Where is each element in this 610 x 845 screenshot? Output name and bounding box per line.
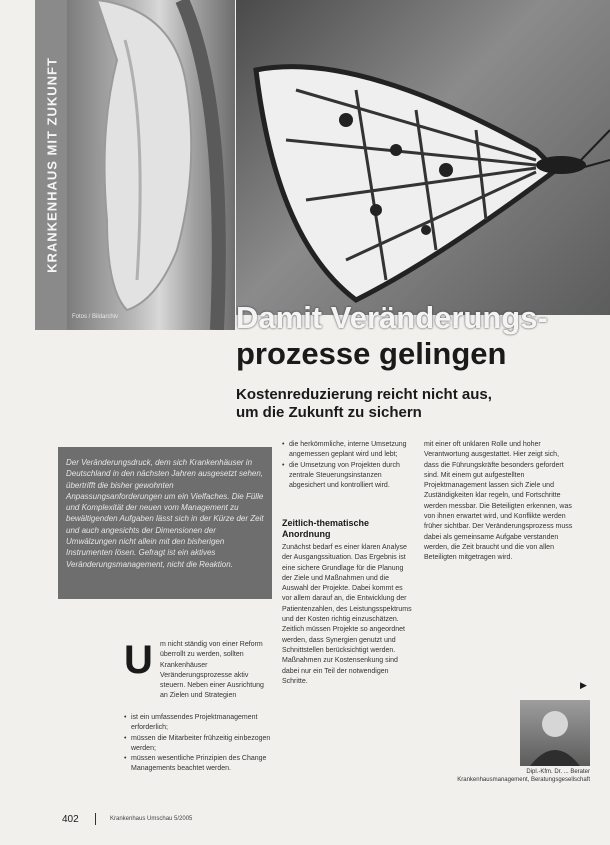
column-2-list <box>282 440 412 491</box>
subtitle-line-1: Kostenreduzierung reicht nicht aus, <box>236 386 492 403</box>
list-item: • ist ein umfassendes Projektmanagement erforderlich; <box>124 713 272 734</box>
list-item: • müssen die Mitarbeiter frühzeitig einbezogen werden; <box>124 734 272 755</box>
section-heading <box>282 518 412 540</box>
caption-line-1: Dipl.-Kfm. Dr. ... Berater <box>526 769 590 775</box>
column-1-list <box>124 713 272 775</box>
list-item: • die Umsetzung von Projekten durch zentrale Steuerungsinstanzen abgesichert und kontrolliert wird. <box>282 461 412 492</box>
person-icon <box>520 700 590 766</box>
journal-name: Krankenhaus Umschau 5/2005 <box>110 816 193 822</box>
chrysalis-illustration <box>67 0 235 330</box>
article-subtitle <box>236 386 492 422</box>
photo-credit: Fotos / Bildarchiv <box>72 314 119 320</box>
lead-paragraph: Der Veränderungsdruck, dem sich Krankenhäuser in Deutschland in den nächsten Jahren ausgesetzt sehen, übertrifft die bisher gewohnten Anpassungsanforderungen um ein Vielfaches. Die Fülle und Komplexität der neuen vom Management zu bewältigenden Aufgaben lässt sich in der Kürze der Zeit und auch angesichts der Dimensionen der Umwälzungen nicht allein mit den bisherigen Instrumenten lösen. Gefragt ist ein aktives Veränderungsmanagement, nicht die Reaktion. <box>66 458 264 569</box>
column-1-intro: m nicht ständig von einer Reform überrollt zu werden, sollten Krankenhäuser Veränderungsprozesse aktiv steuern. Neben einer Ausrichtung an Zielen und Strategien <box>160 641 264 700</box>
column-2-body: Zunächst bedarf es einer klaren Analyse der Ausgangssituation. Das Ergebnis ist eine sichere Grundlage für die Planung der Ziele und Maßnahmen und die Auswahl der Projekte. Dabei kommt es vor allem darauf an, die Entwicklung der Patientenzahlen, des Leistungsspektrums und der Kosten richtig einzuschätzen. Zeitlich müssen Projekte so angeordnet werden, dass Synergien genutzt und Schnittstellen berücksichtigt werden. Maßnahmen zur Kostensenkung sind dabei nur ein Teil der notwendigen Schritte. <box>282 544 412 685</box>
title-line-1: Damit Veränderungs- <box>236 300 548 335</box>
section-heading-line-1: Zeitlich-thematische <box>282 518 370 528</box>
butterfly-illustration <box>236 0 610 315</box>
portrait-caption <box>440 768 590 784</box>
chrysalis-photo <box>67 0 235 330</box>
list-item: • müssen wesentliche Prinzipien des Change Managements beachtet werden. <box>124 754 272 775</box>
column-3-body: mit einer oft unklaren Rolle und hoher Verantwortung ausgestattet. Hier zeigt sich, dass die Führungskräfte besonders gefordert sind. Mit einem gut aufgestellten Projektmanagement lassen sich Ziele und Zuständigkeiten klar regeln, und Fortschritte werden messbar. Die Beteiligten erkennen, was von ihnen erwartet wird, und Konflikte werden früher sichtbar. Der Veränderungsprozess muss dabei als gemeinsame Aufgabe verstanden werden, die Zeit braucht und die von allen Beteiligten mitgetragen wird. <box>424 441 573 562</box>
article-title <box>236 300 548 372</box>
author-portrait <box>520 700 590 766</box>
page-number: 402 <box>62 814 79 825</box>
footer-divider <box>95 813 96 825</box>
subtitle-line-2: um die Zukunft zu sichern <box>236 404 422 421</box>
section-label: KRANKENHAUS MIT ZUKUNFT <box>44 57 60 273</box>
drop-cap: U <box>124 638 153 682</box>
caption-line-2: Krankenhausmanagement, Beratungsgesellschaft <box>457 777 590 783</box>
title-line-2: prozesse gelingen <box>236 336 507 371</box>
butterfly-photo <box>236 0 610 315</box>
section-heading-line-2: Anordnung <box>282 529 331 539</box>
continue-arrow-icon: ▶ <box>580 680 587 690</box>
list-item: • die herkömmliche, interne Umsetzung angemessen geplant wird und lebt; <box>282 440 412 461</box>
